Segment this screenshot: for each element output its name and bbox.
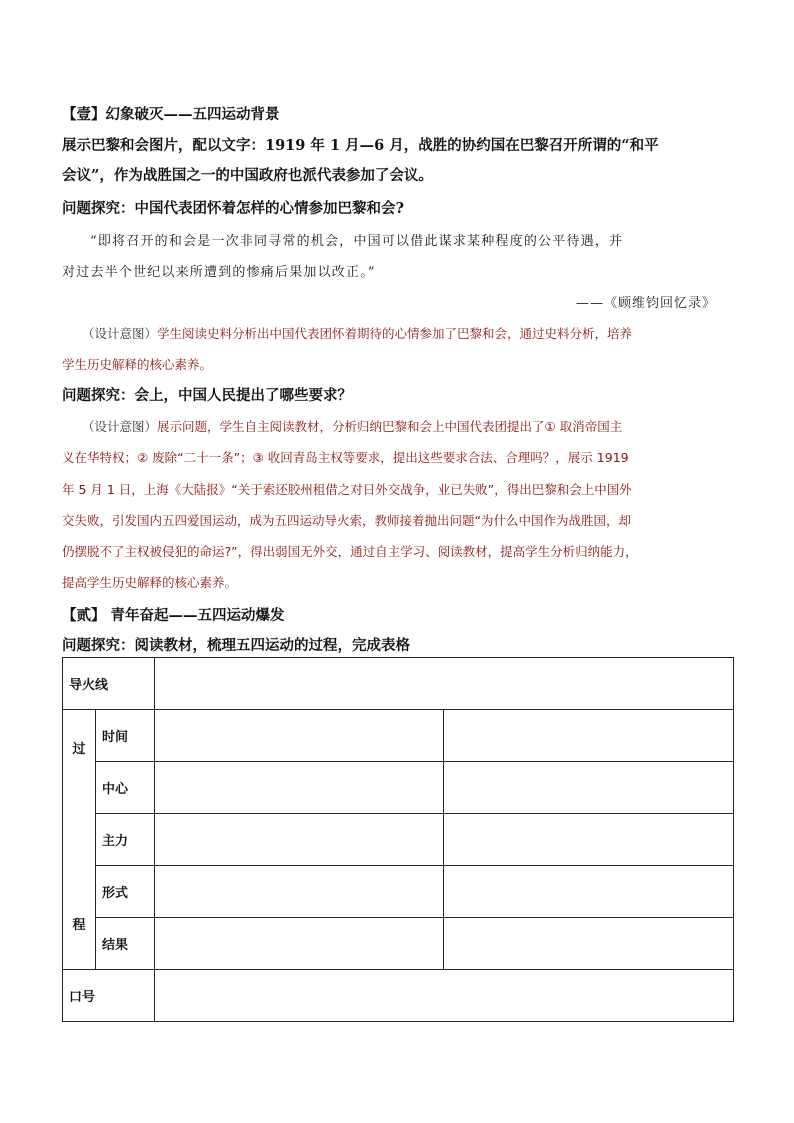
center-answer-cell-a[interactable] bbox=[155, 762, 444, 814]
design2-line4: 交失败，引发国内五四爱国运动，成为五四运动导火索，教师接着抛出问题“为什么中国作为战胜国，却 bbox=[62, 513, 631, 528]
section2-question: 问题探究：阅读教材，梳理五四运动的过程，完成表格 bbox=[62, 637, 410, 654]
table-row-main-force bbox=[63, 814, 734, 866]
form-answer-cell-b[interactable] bbox=[444, 866, 734, 918]
table-row-center bbox=[63, 762, 734, 814]
design2-line5: 仍摆脱不了主权被侵犯的命运?”，得出弱国无外交，通过自主学习、阅读教材，提高学生分析归纳能力， bbox=[62, 544, 638, 559]
design2-line3: 年 5 月 1 日，上海《大陆报》“关于索还胶州租借之对日外交战争，业已失败”，得出巴黎和会上中国外 bbox=[62, 482, 632, 497]
form-answer-cell-a[interactable] bbox=[155, 866, 444, 918]
design2-line2: 义在华特权；② 废除“二十一条”；③ 收回青岛主权等要求，提出这些要求合法、合理吗？，展示 1919 bbox=[62, 450, 629, 465]
process-table bbox=[62, 657, 734, 1022]
main-force-answer-cell-b[interactable] bbox=[444, 814, 734, 866]
design2-line1 bbox=[82, 417, 732, 435]
section1-intro-line2: 会议”，作为战胜国之一的中国政府也派代表参加了会议。 bbox=[62, 167, 433, 184]
row-label-time: 时间 bbox=[96, 710, 155, 762]
time-answer-cell-a[interactable] bbox=[155, 710, 444, 762]
table-row-form bbox=[63, 866, 734, 918]
design2-line6: 提高学生历史解释的核心素养。 bbox=[62, 575, 238, 590]
table-row-result bbox=[63, 918, 734, 970]
design2-label: （设计意图） bbox=[82, 419, 158, 434]
process-label-top: 过 bbox=[72, 742, 86, 757]
table-row-time bbox=[63, 710, 734, 762]
process-table-wrap bbox=[62, 657, 733, 1021]
time-answer-cell-b[interactable] bbox=[444, 710, 734, 762]
design1-text: 学生阅读史料分析出中国代表团怀着期待的心情参加了巴黎和会，通过史料分析，培养 bbox=[157, 326, 633, 341]
center-answer-cell-b[interactable] bbox=[444, 762, 734, 814]
table-row-fuse bbox=[63, 658, 734, 710]
design1-line1 bbox=[82, 324, 732, 342]
question1: 问题探究：中国代表团怀着怎样的心情参加巴黎和会? bbox=[62, 200, 404, 217]
main-force-answer-cell-a[interactable] bbox=[155, 814, 444, 866]
result-answer-cell-b[interactable] bbox=[444, 918, 734, 970]
process-label-bottom: 程 bbox=[72, 918, 86, 933]
quote-line2: 对过去半个世纪以来所遭到的惨痛后果加以改正。” bbox=[62, 265, 376, 280]
slogan-answer-cell[interactable] bbox=[155, 970, 734, 1022]
row-label-main-force: 主力 bbox=[96, 814, 155, 866]
row-label-center: 中心 bbox=[96, 762, 155, 814]
table-row-slogan bbox=[63, 970, 734, 1022]
design1-line2: 学生历史解释的核心素养。 bbox=[62, 357, 213, 372]
fuse-label-cell: 导火线 bbox=[63, 658, 155, 710]
row-label-result: 结果 bbox=[96, 918, 155, 970]
quote-source: ——《顾维钧回忆录》 bbox=[575, 296, 716, 311]
section1-intro-line1: 展示巴黎和会图片，配以文字：1919 年 1 月—6 月，战胜的协约国在巴黎召开所谓的“和平 bbox=[62, 137, 659, 154]
question2: 问题探究：会上，中国人民提出了哪些要求？ bbox=[62, 387, 352, 404]
design1-label: （设计意图） bbox=[82, 326, 158, 341]
row-label-form: 形式 bbox=[96, 866, 155, 918]
slogan-label-cell: 口号 bbox=[63, 970, 155, 1022]
section1-heading: 【壹】幻象破灭——五四运动背景 bbox=[62, 106, 280, 123]
quote-line1: “即将召开的和会是一次非同寻常的机会，中国可以借此谋求某种程度的公平待遇，并 bbox=[90, 234, 624, 249]
process-label-cell bbox=[63, 710, 96, 970]
design2-text: 展示问题，学生自主阅读教材，分析归纳巴黎和会上中国代表团提出了① 取消帝国主 bbox=[157, 419, 623, 434]
result-answer-cell-a[interactable] bbox=[155, 918, 444, 970]
fuse-answer-cell[interactable] bbox=[155, 658, 734, 710]
section2-heading: 【贰】 青年奋起——五四运动爆发 bbox=[62, 607, 285, 624]
